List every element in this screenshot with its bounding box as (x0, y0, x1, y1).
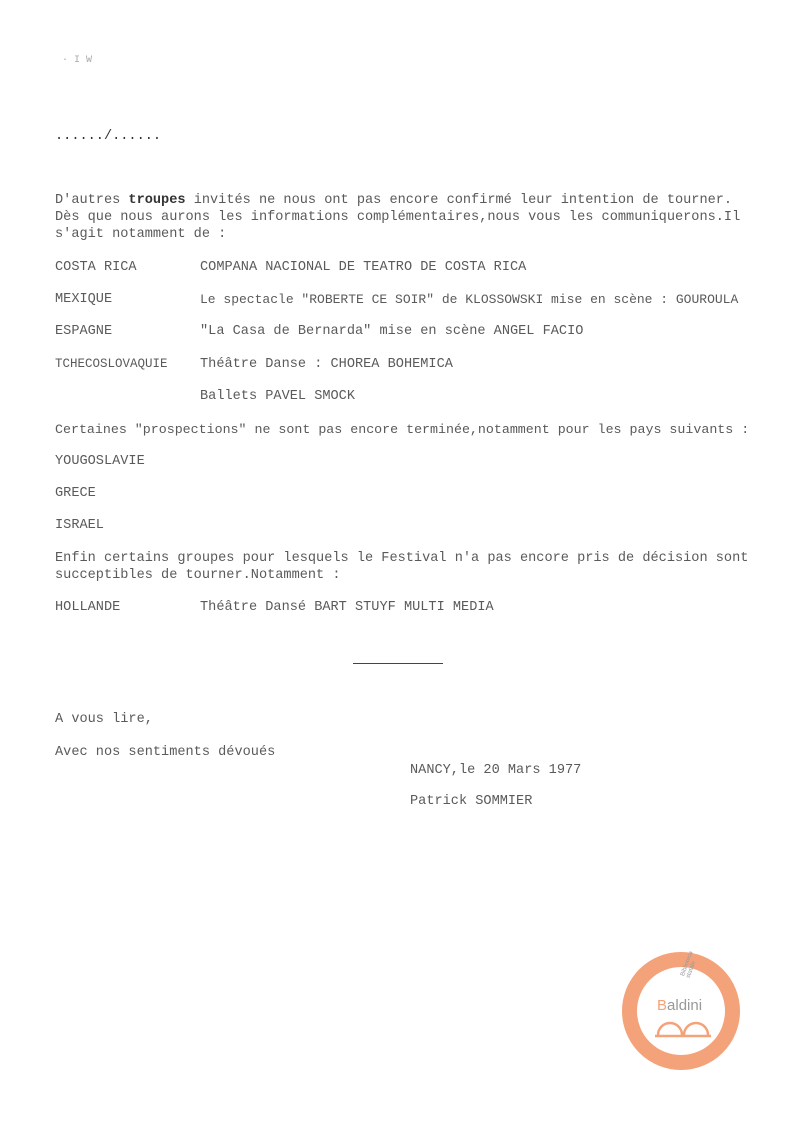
continuation-mark: ....../...... (55, 129, 162, 144)
country: TCHECOSLOVAQUIE (55, 357, 168, 371)
closing-1: A vous lire, (55, 712, 153, 727)
country: ISRAEL (55, 518, 104, 533)
header-mark: · I W (62, 55, 93, 66)
groups-line-2: succeptibles de tourner.Notamment : (55, 568, 341, 583)
stamp-small-text: Biblioteca statale (680, 950, 698, 980)
detail: Ballets PAVEL SMOCK (200, 389, 355, 404)
intro-line-3: s'agit notamment de : (55, 227, 227, 242)
country: HOLLANDE (55, 600, 121, 615)
bold-word: troupes (128, 193, 186, 208)
intro-line-2: Dès que nous aurons les informations complémentaires,nous vous les communiquerons.Il (55, 210, 741, 225)
detail: Théâtre Danse : CHOREA BOHEMICA (200, 357, 453, 372)
country: GRECE (55, 486, 96, 501)
country: YOUGOSLAVIE (55, 454, 145, 469)
country: ESPAGNE (55, 324, 113, 339)
detail: COMPANA NACIONAL DE TEATRO DE COSTA RICA (200, 260, 527, 275)
prospections-line: Certaines "prospections" ne sont pas encore terminée,notamment pour les pays suivants : (55, 422, 750, 437)
stamp-name: Baldini (657, 997, 703, 1014)
place-date: NANCY,le 20 Mars 1977 (410, 763, 582, 778)
groups-line-1: Enfin certains groupes pour lesquels le Festival n'a pas encore pris de décision sont (55, 551, 749, 566)
book-icon (655, 1017, 711, 1039)
detail: Théâtre Dansé BART STUYF MULTI MEDIA (200, 600, 494, 615)
intro-line-1: D'autres troupes invités ne nous ont pas encore confirmé leur intention de tourner. (55, 193, 733, 208)
detail: "La Casa de Bernarda" mise en scène ANGEL FACIO (200, 324, 584, 339)
library-stamp (622, 952, 740, 1070)
closing-2: Avec nos sentiments dévoués (55, 745, 276, 760)
signature: Patrick SOMMIER (410, 794, 533, 809)
detail: Le spectacle "ROBERTE CE SOIR" de KLOSSOWSKI mise en scène : GOUROULA (200, 292, 739, 307)
country: MEXIQUE (55, 292, 113, 307)
country: COSTA RICA (55, 260, 137, 275)
separator-rule (353, 663, 443, 664)
